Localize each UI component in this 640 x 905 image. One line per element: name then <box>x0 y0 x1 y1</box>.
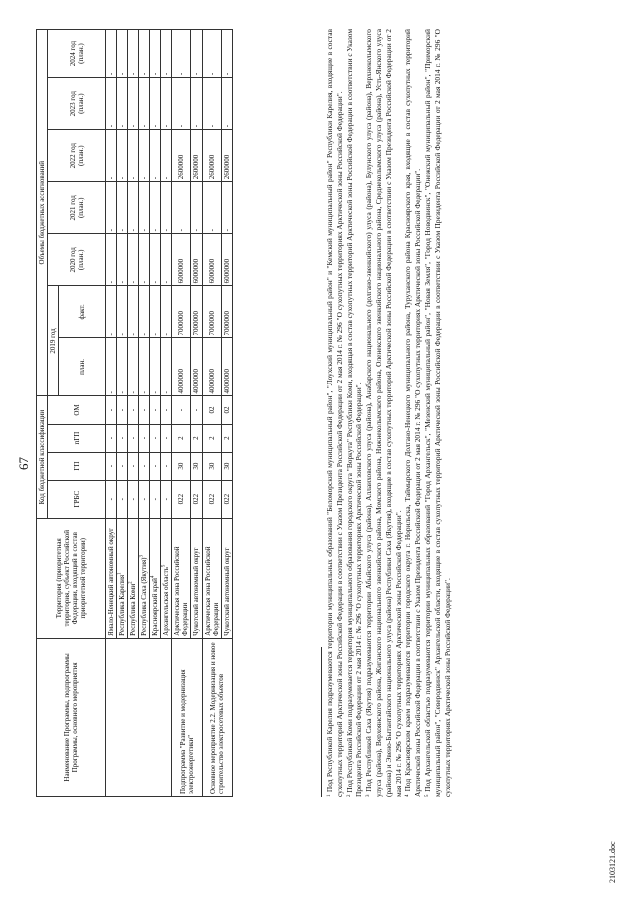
cell-grbs: 022 <box>221 480 232 518</box>
cell-y2023: - <box>106 78 117 130</box>
cell-y2021: - <box>150 182 161 234</box>
header-2019: 2019 год <box>48 286 59 396</box>
footnote-ref: 2 <box>128 581 134 584</box>
cell-y2024: - <box>106 30 117 78</box>
cell-plan: - <box>150 338 161 396</box>
cell-plan: - <box>106 338 117 396</box>
header-plan: план. <box>59 338 106 396</box>
cell-gp: - <box>161 452 172 480</box>
cell-gp: - <box>106 452 117 480</box>
cell-fact: 7000000 <box>202 286 221 338</box>
footnote-ref: 5 <box>162 564 167 568</box>
footnote-text: Под Республикой Коми подразумевается территория муниципального образования городского округа "Воркута" Республики Коми, входящая в состав сухопутных территорий Арктической зоны Российской Федерации в соответствии с Указом Президента Российской Федерации от 2 мая 2014 г. № 296 "О сухопутных территориях Арктической зоны Российской Федерации". <box>344 29 364 797</box>
territory-cell <box>106 518 117 638</box>
cell-pgp: - <box>139 424 150 452</box>
cell-y2020: 6000000 <box>191 234 202 286</box>
cell-pgp: 2 <box>202 424 221 452</box>
footnote-ref: 4 <box>150 575 156 579</box>
footnote-rule <box>321 647 322 797</box>
program-name-cell: Основное мероприятие 2.2. Модернизация и новое строительство электросетевых объектов <box>202 638 232 796</box>
cell-plan: 4000000 <box>191 338 202 396</box>
territory-cell: Арктическая зона Российской Федерации <box>202 518 221 638</box>
cell-fact: 7000000 <box>221 286 232 338</box>
territory-name: Красноярский край <box>151 578 160 636</box>
territory-cell <box>161 518 172 638</box>
cell-y2020: 6000000 <box>172 234 191 286</box>
header-territory: Территория (приоритетная территория, субъект Российской Федерации, входящий в состав приоритетной территории) <box>37 518 106 638</box>
cell-y2021: - <box>172 182 191 234</box>
cell-y2022: - <box>161 130 172 182</box>
table-row <box>106 30 117 797</box>
cell-y2022: 2600000 <box>191 130 202 182</box>
cell-fact: 7000000 <box>172 286 191 338</box>
footnote-number: 5 <box>424 794 430 797</box>
cell-y2024: - <box>202 30 221 78</box>
cell-y2021: - <box>128 182 139 234</box>
header-budget-code: Код бюджетной классификации <box>37 396 48 518</box>
territory-name: Республика Карелия <box>118 574 127 636</box>
cell-om: - <box>191 396 202 424</box>
cell-pgp: - <box>161 424 172 452</box>
cell-y2021: - <box>117 182 128 234</box>
cell-fact: - <box>128 286 139 338</box>
cell-om: 02 <box>221 396 232 424</box>
cell-plan: - <box>117 338 128 396</box>
cell-gp: - <box>117 452 128 480</box>
cell-om: - <box>128 396 139 424</box>
cell-y2024: - <box>191 30 202 78</box>
cell-y2020: - <box>128 234 139 286</box>
budget-table <box>36 29 233 797</box>
cell-om: - <box>161 396 172 424</box>
cell-y2020: - <box>161 234 172 286</box>
territory-cell <box>150 518 161 638</box>
cell-pgp: - <box>106 424 117 452</box>
cell-grbs: - <box>139 480 150 518</box>
cell-fact: - <box>139 286 150 338</box>
cell-y2023: - <box>191 78 202 130</box>
cell-y2022: 2600000 <box>221 130 232 182</box>
cell-y2024: - <box>172 30 191 78</box>
cell-y2023: - <box>128 78 139 130</box>
cell-y2021: - <box>161 182 172 234</box>
cell-plan: 4000000 <box>202 338 221 396</box>
footnote <box>403 29 423 797</box>
header-gp: ГП <box>48 452 106 480</box>
territory-name: Ямало-Ненецкий автономный округ <box>107 527 116 636</box>
cell-gp: - <box>139 452 150 480</box>
cell-y2020: - <box>150 234 161 286</box>
territory-name: Республика Коми <box>129 583 138 636</box>
footnote <box>325 29 345 797</box>
cell-pgp: 2 <box>221 424 232 452</box>
cell-plan: - <box>161 338 172 396</box>
cell-y2022: - <box>139 130 150 182</box>
header-fact: факт. <box>59 286 106 338</box>
name-cell <box>106 638 172 796</box>
cell-gp: 30 <box>191 452 202 480</box>
cell-y2023: - <box>150 78 161 130</box>
territory-cell: Арктическая зона Российской Федерации <box>172 518 191 638</box>
header-name: Наименование Программы, подпрограммы Программы, основного мероприятия <box>37 638 106 796</box>
cell-grbs: - <box>117 480 128 518</box>
cell-fact: - <box>117 286 128 338</box>
cell-om: - <box>172 396 191 424</box>
cell-y2021: - <box>139 182 150 234</box>
cell-y2022: 2600000 <box>172 130 191 182</box>
cell-y2024: - <box>150 30 161 78</box>
footnote <box>345 29 365 797</box>
header-2023: 2023 год (план.) <box>48 78 106 130</box>
cell-y2020: - <box>139 234 150 286</box>
cell-om: - <box>139 396 150 424</box>
cell-fact: 7000000 <box>191 286 202 338</box>
footnote <box>364 29 403 797</box>
cell-gp: - <box>150 452 161 480</box>
cell-grbs: 022 <box>172 480 191 518</box>
footnote-text: Под Республикой Карелия подразумеваются территории муниципальных образований "Беломорский муниципальный район", "Лоухский муниципальный район" и "Кемский муниципальный район" Республики Карелия, входящие в состав сухопутных территорий Арктической зоны Российской Федерации в соответствии с Указом Президента Российской Федерации от 2 мая 2014 г. № 296 "О сухопутных территориях Арктической зоны Российской Федерации". <box>325 29 344 797</box>
cell-om: 02 <box>202 396 221 424</box>
header-pgp: пГП <box>48 424 106 452</box>
territory-name: Архангельская область <box>162 567 171 636</box>
cell-gp: 30 <box>202 452 221 480</box>
cell-y2023: - <box>202 78 221 130</box>
header-grbs: ГРБС <box>48 480 106 518</box>
footnote-number: 3 <box>366 794 372 797</box>
footnote-text: Под Республикой Саха (Якутия) подразумеваются территории Абыйского улуса (района), Аллаиховского улуса (района), Анабарского национального (долгано-эвенкийского) улуса (района), Булунского улуса (района), Верхнеколымского улуса (района), Верхоянского района, Жиганского национального эвенкийского района, Момского района, Нижнеколымского района, Оленекского эвенкийского национального района, Среднеколымского улуса (района), Усть-Янского улуса (района) и Эвено-Бытантайского национального улуса (района) Республики Саха (Якутия), входящие в состав сухопутных территорий Арктической зоны Российской Федерации в соответствии с Указом Президента Российской Федерации от 2 мая 2014 г. № 296 "О сухопутных территориях Арктической зоны Российской Федерации". <box>364 29 403 797</box>
cell-pgp: 2 <box>172 424 191 452</box>
cell-plan: - <box>139 338 150 396</box>
cell-y2024: - <box>117 30 128 78</box>
cell-grbs: - <box>150 480 161 518</box>
header-2021: 2021 год (план.) <box>48 182 106 234</box>
cell-om: - <box>106 396 117 424</box>
cell-y2020: - <box>106 234 117 286</box>
footnote <box>423 29 452 797</box>
cell-y2023: - <box>139 78 150 130</box>
territory-cell: Чукотский автономный округ <box>221 518 232 638</box>
cell-pgp: - <box>117 424 128 452</box>
cell-om: - <box>117 396 128 424</box>
cell-fact: - <box>150 286 161 338</box>
cell-grbs: - <box>106 480 117 518</box>
table-row <box>172 30 191 797</box>
cell-y2022: - <box>117 130 128 182</box>
territory-cell <box>128 518 139 638</box>
cell-y2020: 6000000 <box>221 234 232 286</box>
cell-y2020: - <box>117 234 128 286</box>
territory-cell: Чукотский автономный округ <box>191 518 202 638</box>
footnote-text: Под Архангельской областью подразумеваются территории муниципальных образований "Город Архангельск", "Мезенский муниципальный район", "Новая Земля", "Город Новодвинск", "Онежский муниципальный район", "Приморский муниципальный район", "Северодвинск" Архангельской области, входящие в состав сухопутных территорий Арктической зоны Российской Федерации в соответствии с Указом Президента Российской Федерации от 2 мая 2014 г. № 296 "О сухопутных территориях Арктической зоны Российской Федерации". <box>422 29 452 797</box>
cell-pgp: - <box>150 424 161 452</box>
cell-y2022: - <box>128 130 139 182</box>
cell-y2024: - <box>161 30 172 78</box>
cell-y2023: - <box>221 78 232 130</box>
header-2024: 2024 год (план.) <box>48 30 106 78</box>
footnote-number: 2 <box>346 794 352 797</box>
footnote-ref: 3 <box>139 554 145 558</box>
cell-gp: 30 <box>172 452 191 480</box>
cell-om: - <box>150 396 161 424</box>
cell-plan: 4000000 <box>172 338 191 396</box>
footnotes <box>325 29 452 797</box>
table-row <box>202 30 221 797</box>
footnote-text: Под Красноярским краем подразумеваются территории городского округа г. Норильска, Таймырского Долгано-Ненецкого муниципального района, Туруханского района Красноярского края, входящие в состав сухопутных территорий Арктической зоны Российской Федерации в соответствии с Указом Президента Российской Федерации от 2 мая 2014 г. № 296 "О сухопутных территориях Арктической зоны Российской Федерации". <box>403 29 423 797</box>
cell-grbs: 022 <box>202 480 221 518</box>
cell-gp: - <box>128 452 139 480</box>
cell-plan: 4000000 <box>221 338 232 396</box>
cell-y2021: - <box>221 182 232 234</box>
page-number: 67 <box>16 457 31 470</box>
cell-y2024: - <box>128 30 139 78</box>
cell-grbs: - <box>128 480 139 518</box>
cell-y2023: - <box>117 78 128 130</box>
cell-fact: - <box>106 286 117 338</box>
footnote-ref: 1 <box>117 572 123 575</box>
footnote-number: 1 <box>327 794 332 797</box>
cell-fact: - <box>161 286 172 338</box>
cell-y2021: - <box>191 182 202 234</box>
doc-id: 2103121.doc <box>608 841 617 883</box>
territory-name: Республика Саха (Якутия) <box>140 557 149 636</box>
header-2020: 2020 год (план.) <box>48 234 106 286</box>
cell-grbs: 022 <box>191 480 202 518</box>
cell-y2024: - <box>221 30 232 78</box>
territory-cell <box>139 518 150 638</box>
cell-y2020: 6000000 <box>202 234 221 286</box>
header-2022: 2022 год (план.) <box>48 130 106 182</box>
cell-y2022: - <box>106 130 117 182</box>
cell-pgp: 2 <box>191 424 202 452</box>
cell-y2022: 2600000 <box>202 130 221 182</box>
header-volumes: Объемы бюджетных ассигнований <box>37 30 48 397</box>
cell-plan: - <box>128 338 139 396</box>
cell-gp: 30 <box>221 452 232 480</box>
cell-pgp: - <box>128 424 139 452</box>
cell-y2024: - <box>139 30 150 78</box>
header-om: ОМ <box>48 396 106 424</box>
cell-y2021: - <box>202 182 221 234</box>
cell-y2023: - <box>172 78 191 130</box>
footnote-number: 4 <box>405 794 411 797</box>
cell-y2023: - <box>161 78 172 130</box>
territory-cell <box>117 518 128 638</box>
cell-y2021: - <box>106 182 117 234</box>
program-name-cell: Подпрограмма "Развитие и модернизация электроэнергетики" <box>172 638 202 796</box>
cell-y2022: - <box>150 130 161 182</box>
cell-grbs: - <box>161 480 172 518</box>
